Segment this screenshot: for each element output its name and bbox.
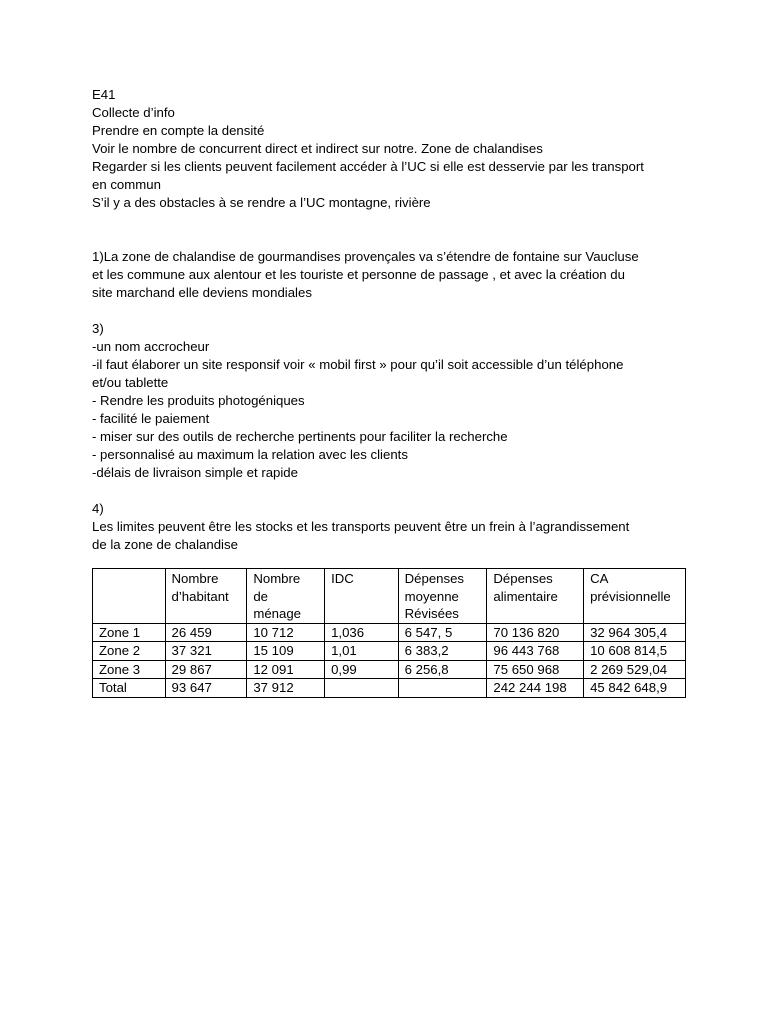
table-header-cell [93, 569, 166, 624]
section-3-line: -un nom accrocheur [92, 339, 210, 354]
intro-line: Regarder si les clients peuvent facilement accéder à l’UC si elle est desservie par les transport [92, 159, 644, 174]
section-3-line: - miser sur des outils de recherche pertinents pour faciliter la recherche [92, 429, 508, 444]
table-cell: 70 136 820 [487, 623, 584, 642]
table-row [93, 660, 686, 679]
table-cell: 6 256,8 [398, 660, 487, 679]
table-cell [325, 679, 399, 698]
section-4-heading: 4) [92, 501, 104, 516]
intro-line: S’il y a des obstacles à se rendre a l’UC montagne, rivière [92, 195, 431, 210]
intro-line: Prendre en compte la densité [92, 123, 265, 138]
table-cell: 32 964 305,4 [584, 623, 686, 642]
section-3-line: -délais de livraison simple et rapide [92, 465, 298, 480]
table-cell: 96 443 768 [487, 642, 584, 661]
table-cell: 242 244 198 [487, 679, 584, 698]
section-3-line: -il faut élaborer un site responsif voir « mobil first » pour qu’il soit accessible d’un téléphone [92, 357, 624, 372]
table-cell: Zone 2 [93, 642, 166, 661]
intro-section [92, 86, 692, 212]
table-cell: Zone 3 [93, 660, 166, 679]
table-header-cell: IDC [325, 569, 399, 624]
section-3-line: - personnalisé au maximum la relation avec les clients [92, 447, 408, 462]
section-3-line: - facilité le paiement [92, 411, 210, 426]
table-cell: 2 269 529,04 [584, 660, 686, 679]
table-cell: 12 091 [247, 660, 325, 679]
table-cell: 1,01 [325, 642, 399, 661]
table-cell: 15 109 [247, 642, 325, 661]
table-row [93, 623, 686, 642]
section-1-line: 1)La zone de chalandise de gourmandises provençales va s’étendre de fontaine sur Vaucluse [92, 249, 639, 264]
table-cell: 10 608 814,5 [584, 642, 686, 661]
table-header-cell: Nombre de ménage [247, 569, 325, 624]
section-3 [92, 320, 692, 482]
table-cell: 37 321 [165, 642, 247, 661]
table-row [93, 642, 686, 661]
zone-table [92, 568, 686, 698]
table-cell: 37 912 [247, 679, 325, 698]
doc-code: E41 [92, 87, 116, 102]
section-4 [92, 500, 692, 554]
section-1 [92, 248, 692, 302]
section-3-line: - Rendre les produits photogéniques [92, 393, 305, 408]
table-cell: Total [93, 679, 166, 698]
table-cell: 10 712 [247, 623, 325, 642]
section-4-line: Les limites peuvent être les stocks et les transports peuvent être un frein à l’agrandissement [92, 519, 630, 534]
intro-line: Voir le nombre de concurrent direct et indirect sur notre. Zone de chalandises [92, 141, 543, 156]
table-cell: 29 867 [165, 660, 247, 679]
section-3-heading: 3) [92, 321, 104, 336]
intro-line: en commun [92, 177, 161, 192]
table-header-row [93, 569, 686, 624]
table-cell: 45 842 648,9 [584, 679, 686, 698]
table-header-cell: CA prévisionnelle [584, 569, 686, 624]
section-1-line: site marchand elle deviens mondiales [92, 285, 312, 300]
table-cell: 1,036 [325, 623, 399, 642]
table-cell: 26 459 [165, 623, 247, 642]
table-cell: 6 547, 5 [398, 623, 487, 642]
section-3-line: et/ou tablette [92, 375, 169, 390]
table-cell: 75 650 968 [487, 660, 584, 679]
section-1-line: et les commune aux alentour et les touriste et personne de passage , et avec la création du [92, 267, 625, 282]
table-row [93, 679, 686, 698]
document-page [92, 86, 692, 698]
table-cell [398, 679, 487, 698]
table-cell: 0,99 [325, 660, 399, 679]
table-header-cell: Dépenses alimentaire [487, 569, 584, 624]
table-cell: 93 647 [165, 679, 247, 698]
table-header-cell: Dépenses moyenne Révisées [398, 569, 487, 624]
table-cell: 6 383,2 [398, 642, 487, 661]
intro-line: Collecte d’info [92, 105, 175, 120]
table-cell: Zone 1 [93, 623, 166, 642]
table-header-cell: Nombre d’habitant [165, 569, 247, 624]
section-4-line: de la zone de chalandise [92, 537, 238, 552]
